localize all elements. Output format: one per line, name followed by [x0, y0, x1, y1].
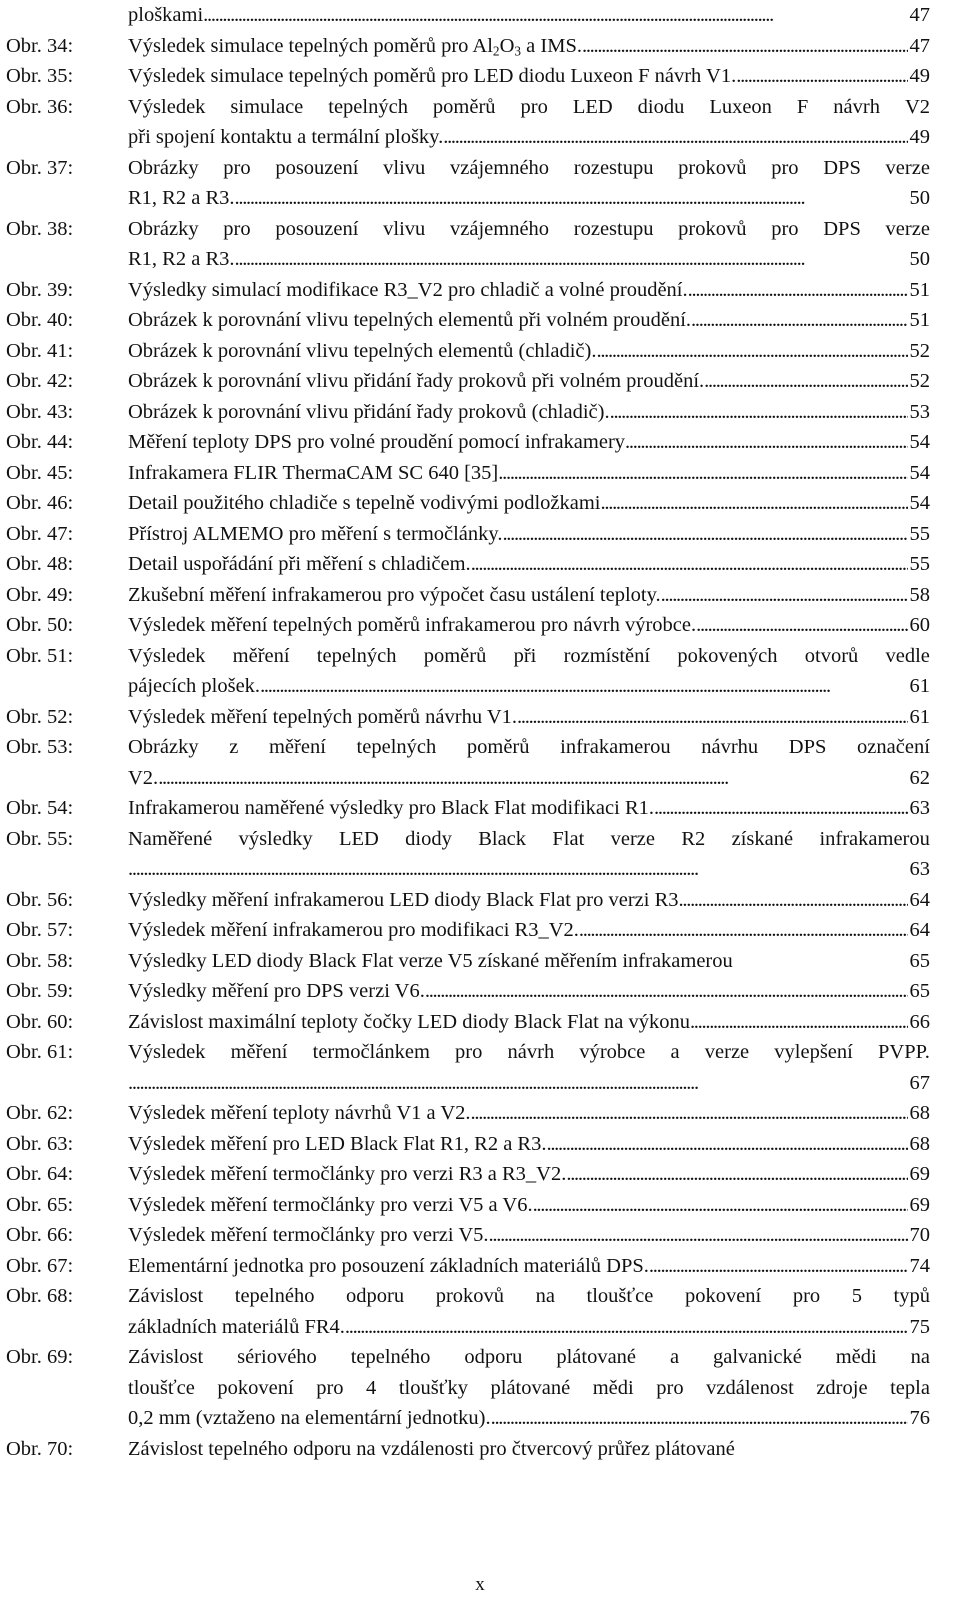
page-number: 55 [909, 522, 930, 545]
page-number: 67 [909, 1071, 930, 1094]
figure-caption [128, 275, 930, 306]
caption-text: Zkušební měření infrakamerou pro výpočet času ustálení teploty. [128, 583, 661, 606]
figure-label: Obr. 47: [6, 522, 74, 545]
caption-text: Obrázek k porovnání vlivu tepelných elementů (chladič). [128, 339, 597, 362]
toc-entry[interactable] [6, 732, 930, 793]
toc-entry[interactable] [6, 366, 930, 397]
caption-text: Výsledek měření teploty návrhů V1 a V2. [128, 1102, 471, 1124]
dot-leader [736, 61, 907, 92]
figure-caption [128, 580, 930, 611]
figure-label: Obr. 67: [6, 1254, 74, 1277]
caption-line [128, 580, 930, 611]
caption-line [128, 671, 930, 702]
figure-label: Obr. 58: [6, 949, 74, 972]
figure-caption [128, 824, 930, 885]
figure-caption [128, 976, 930, 1007]
dot-leader [579, 915, 908, 946]
dot-leader [688, 275, 908, 306]
dot-leader [502, 519, 907, 550]
figure-caption [128, 702, 930, 733]
figure-label: Obr. 35: [6, 65, 74, 87]
caption-text: R1, R2 a R3. [128, 187, 235, 209]
figure-label: Obr. 49: [6, 583, 74, 606]
page-number: 66 [909, 1010, 930, 1033]
figure-caption [128, 1098, 930, 1129]
figure-label: Obr. 41: [6, 339, 74, 362]
caption-line: Výsledek simulace tepelných poměrů pro LED diodu Luxeon F návrh V2 [128, 95, 930, 118]
toc-entry[interactable] [6, 397, 930, 428]
toc-entry[interactable] [6, 1434, 930, 1465]
toc-entry[interactable] [6, 1098, 930, 1129]
figure-label: Obr. 69: [6, 1346, 74, 1368]
page-number: 65 [909, 980, 930, 1002]
figure-caption [128, 915, 930, 946]
caption-line [128, 458, 930, 489]
figure-caption [128, 153, 930, 214]
dot-leader [235, 244, 908, 275]
page-number: 63 [909, 797, 930, 819]
caption-line [128, 1434, 930, 1465]
toc-entry[interactable] [6, 1129, 930, 1160]
page-number: 69 [909, 1163, 930, 1185]
page-number: 51 [909, 309, 930, 331]
dot-leader [443, 122, 907, 153]
toc-entry[interactable] [6, 1281, 930, 1342]
figure-caption [128, 31, 930, 62]
caption-text: Přístroj ALMEMO pro měření s termočlánky. [128, 522, 503, 545]
page-number: 50 [909, 248, 930, 270]
toc-entry[interactable] [6, 824, 930, 885]
caption-line [128, 702, 930, 733]
figure-caption [128, 885, 930, 916]
caption-line [128, 885, 930, 916]
toc-entry[interactable] [6, 488, 930, 519]
figure-caption [128, 458, 930, 489]
caption-line [128, 275, 930, 306]
toc-entry[interactable] [6, 427, 930, 458]
caption-text: Detail použitého chladiče s tepelně vodivými podložkami [128, 492, 601, 514]
caption-line [128, 763, 930, 794]
figure-caption [128, 488, 930, 519]
dot-leader [491, 1403, 908, 1434]
figure-caption [128, 1220, 930, 1251]
caption-text: Obrázek k porovnání vlivu přidání řady prokovů při volném proudění. [128, 370, 705, 392]
figure-label: Obr. 64: [6, 1163, 74, 1185]
figure-caption [128, 427, 930, 458]
caption-line [128, 31, 930, 62]
dot-leader [654, 793, 907, 824]
page-number: 55 [909, 553, 930, 575]
page-number: 49 [909, 65, 930, 87]
page-number: 61 [909, 705, 930, 728]
toc-entry[interactable] [6, 275, 930, 306]
page-number: 64 [909, 919, 930, 941]
figure-label: Obr. 39: [6, 278, 74, 301]
caption-line [128, 305, 930, 336]
caption-text: Měření teploty DPS pro volné proudění pomocí infrakamery [128, 431, 626, 453]
figure-label: Obr. 37: [6, 156, 74, 179]
caption-line [128, 946, 930, 977]
toc-entry[interactable] [6, 1190, 930, 1221]
toc-entry[interactable] [6, 885, 930, 916]
figure-label: Obr. 57: [6, 919, 74, 941]
caption-text: Infrakamerou naměřené výsledky pro Black Flat modifikaci R1. [128, 797, 655, 819]
figure-label: Obr. 50: [6, 614, 74, 636]
figure-label: Obr. 43: [6, 400, 74, 423]
figure-caption [128, 732, 930, 793]
figure-label: Obr. 40: [6, 309, 74, 331]
caption-line [128, 336, 930, 367]
caption-line [128, 0, 930, 31]
figure-label: Obr. 61: [6, 1041, 74, 1063]
dot-leader [260, 671, 907, 702]
figure-caption [128, 336, 930, 367]
dot-leader [128, 854, 908, 885]
caption-text: Výsledek měření tepelných poměrů infrakamerou pro návrh výrobce. [128, 614, 697, 636]
caption-text: Výsledky měření infrakamerou LED diody Black Flat pro verzi R3 [128, 888, 679, 911]
toc-entry[interactable] [6, 336, 930, 367]
dot-leader [625, 427, 907, 458]
dot-leader [128, 1068, 908, 1099]
figure-caption [128, 1434, 930, 1465]
dot-leader [596, 336, 907, 367]
figure-caption [128, 1007, 930, 1038]
caption-line: Výsledek měření tepelných poměrů při rozmístění pokovených otvorů vedle [128, 644, 930, 667]
toc-entry[interactable] [6, 702, 930, 733]
caption-line [128, 397, 930, 428]
figure-caption [128, 1037, 930, 1098]
figure-label: Obr. 42: [6, 370, 74, 392]
toc-entry[interactable] [6, 31, 930, 62]
caption-text: Výsledky měření pro DPS verzi V6. [128, 980, 425, 1002]
page-number: 65 [909, 949, 930, 972]
caption-text: Elementární jednotka pro posouzení základních materiálů DPS. [128, 1254, 649, 1277]
toc-entry[interactable] [6, 1342, 930, 1434]
dot-leader [471, 549, 908, 580]
figure-caption [128, 1342, 930, 1434]
figure-caption [128, 61, 930, 92]
page-number: 47 [909, 4, 930, 26]
figure-label: Obr. 66: [6, 1224, 74, 1246]
figure-caption [128, 946, 930, 977]
dot-leader [690, 1007, 908, 1038]
caption-text: základních materiálů FR4. [128, 1315, 345, 1338]
caption-line [128, 1312, 930, 1343]
figure-label: Obr. 38: [6, 217, 74, 240]
page-number: 52 [909, 339, 930, 362]
dot-leader [649, 1251, 908, 1282]
figure-caption [128, 1281, 930, 1342]
figure-caption [128, 641, 930, 702]
page-number: 51 [909, 278, 930, 301]
page-number: 54 [909, 492, 930, 514]
figure-label: Obr. 56: [6, 888, 74, 911]
figure-caption [128, 1159, 930, 1190]
caption-line: Závislost sériového tepelného odporu plátované a galvanické mědi na [128, 1346, 930, 1368]
figure-label: Obr. 54: [6, 797, 74, 819]
caption-line [128, 488, 930, 519]
caption-line [128, 1129, 930, 1160]
caption-line: Závislost tepelného odporu prokovů na tloušťce pokovení pro 5 typů [128, 1285, 930, 1307]
page-number: 68 [909, 1102, 930, 1124]
caption-line [128, 183, 930, 214]
figure-caption [128, 397, 930, 428]
page-number: 60 [909, 614, 930, 636]
dot-leader [158, 763, 907, 794]
page-number: 76 [909, 1407, 930, 1429]
toc-entry[interactable] [6, 214, 930, 275]
dot-leader [661, 580, 908, 611]
caption-line: Obrázky z měření tepelných poměrů infrakamerou návrhu DPS označení [128, 736, 930, 758]
caption-line [128, 1007, 930, 1038]
caption-line [128, 1251, 930, 1282]
toc-entry[interactable] [6, 641, 930, 702]
caption-line [128, 1190, 930, 1221]
toc-entry[interactable] [6, 305, 930, 336]
caption-line [128, 244, 930, 275]
caption-text: Výsledek měření termočlánky pro verzi R3 a R3_V2. [128, 1163, 567, 1185]
figure-caption [128, 1190, 930, 1221]
figure-caption [128, 366, 930, 397]
page-number: 50 [909, 187, 930, 209]
figure-label: Obr. 59: [6, 980, 74, 1002]
toc-entry[interactable] [6, 946, 930, 977]
caption-line [128, 1403, 930, 1434]
page-number: 52 [909, 370, 930, 392]
page-number: 74 [909, 1254, 930, 1277]
caption-text: Závislost tepelného odporu na vzdálenosti pro čtvercový průřez plátované [128, 1437, 735, 1460]
caption-line: Výsledek měření termočlánkem pro návrh výrobce a verze vylepšení PVPP. [128, 1041, 930, 1063]
toc-entry[interactable] [6, 1251, 930, 1282]
figure-caption [128, 92, 930, 153]
caption-text: Výsledek měření infrakamerou pro modifikaci R3_V2. [128, 919, 579, 941]
page-number: 47 [909, 34, 930, 57]
page-number: 62 [909, 766, 930, 789]
dot-leader [235, 183, 908, 214]
caption-text: V2. [128, 766, 159, 789]
caption-line [128, 854, 930, 885]
toc-entry[interactable] [6, 519, 930, 550]
figure-label: Obr. 44: [6, 431, 74, 453]
figure-label: Obr. 68: [6, 1285, 74, 1307]
page-number: 54 [909, 431, 930, 453]
caption-text: Detail uspořádání při měření s chladičem. [128, 553, 471, 575]
dot-leader [696, 610, 907, 641]
page-number: 68 [909, 1132, 930, 1155]
toc-entry[interactable] [6, 458, 930, 489]
caption-line: Obrázky pro posouzení vlivu vzájemného rozestupu prokovů pro DPS verze [128, 156, 930, 179]
figure-label: Obr. 65: [6, 1193, 74, 1216]
toc-entry[interactable] [6, 610, 930, 641]
figure-label: Obr. 55: [6, 827, 74, 850]
caption-line [128, 915, 930, 946]
figure-label: Obr. 60: [6, 1010, 74, 1033]
caption-text: Výsledky LED diody Black Flat verze V5 získané měřením infrakamerou [128, 949, 733, 972]
caption-text: ploškami [128, 4, 204, 26]
dot-leader [517, 702, 907, 733]
figure-caption [128, 305, 930, 336]
toc-entry[interactable] [6, 976, 930, 1007]
toc-entry[interactable] [6, 1007, 930, 1038]
dot-leader [610, 397, 908, 428]
dot-leader [489, 1220, 908, 1251]
caption-line: Obrázky pro posouzení vlivu vzájemného rozestupu prokovů pro DPS verze [128, 217, 930, 240]
caption-line [128, 427, 930, 458]
caption-line [128, 793, 930, 824]
toc-entry[interactable] [6, 153, 930, 214]
dot-leader [601, 488, 908, 519]
caption-line [128, 519, 930, 550]
toc-entry[interactable] [6, 793, 930, 824]
caption-line: tloušťce pokovení pro 4 tloušťky plátované mědi pro vzdálenost zdroje tepla [128, 1376, 930, 1399]
caption-text: Výsledek měření termočlánky pro verzi V5. [128, 1224, 489, 1246]
toc-entry[interactable] [6, 580, 930, 611]
toc-entry[interactable] [6, 915, 930, 946]
figure-label: Obr. 46: [6, 492, 74, 514]
caption-text: pájecích plošek. [128, 675, 261, 697]
page-number-footer: x [475, 1574, 485, 1595]
figure-label: Obr. 45: [6, 461, 74, 484]
page-number: 75 [909, 1315, 930, 1338]
caption-line [128, 122, 930, 153]
dot-leader [425, 976, 908, 1007]
toc-entry[interactable] [6, 92, 930, 153]
figure-label: Obr. 63: [6, 1132, 74, 1155]
caption-text: Závislost maximální teploty čočky LED diody Black Flat na výkonu [128, 1010, 690, 1033]
figure-caption [128, 1129, 930, 1160]
caption-line [128, 1159, 930, 1190]
caption-line [128, 549, 930, 580]
caption-line: Naměřené výsledky LED diody Black Flat verze R2 získané infrakamerou [128, 827, 930, 850]
figure-label: Obr. 62: [6, 1102, 74, 1124]
figure-caption [128, 793, 930, 824]
figure-label: Obr. 53: [6, 736, 74, 758]
caption-line [128, 61, 930, 92]
figure-caption [128, 549, 930, 580]
page-number: 49 [909, 126, 930, 148]
page-number: 69 [909, 1193, 930, 1216]
dot-leader [345, 1312, 908, 1343]
figure-label: Obr. 48: [6, 553, 74, 575]
caption-line [128, 976, 930, 1007]
caption-text: Výsledek simulace tepelných poměrů pro $Al_2O_3$ a IMS. [128, 34, 582, 58]
caption-line [128, 366, 930, 397]
caption-line [128, 1068, 930, 1099]
caption-text: Obrázek k porovnání vlivu přidání řady prokovů (chladič). [128, 400, 610, 423]
figure-caption [128, 610, 930, 641]
figure-caption [128, 519, 930, 550]
figure-label: Obr. 34: [6, 34, 74, 57]
page-number: 63 [909, 858, 930, 880]
caption-line [128, 610, 930, 641]
caption-text: Infrakamera FLIR ThermaCAM SC 640 [35] [128, 461, 499, 484]
dot-leader [533, 1190, 908, 1221]
page-number: 70 [909, 1224, 930, 1246]
figure-label: Obr. 36: [6, 95, 74, 118]
list-of-figures [6, 0, 930, 1464]
dot-leader [679, 885, 908, 916]
page-number: 64 [909, 888, 930, 911]
dot-leader [498, 458, 907, 489]
figure-label: Obr. 52: [6, 705, 74, 728]
dot-leader [582, 31, 908, 62]
figure-label: Obr. 70: [6, 1437, 74, 1460]
caption-line [128, 1220, 930, 1251]
figure-caption [128, 214, 930, 275]
figure-label: Obr. 51: [6, 644, 74, 667]
caption-text: při spojení kontaktu a termální plošky. [128, 126, 444, 148]
toc-entry[interactable] [6, 1220, 930, 1251]
figure-caption [128, 0, 930, 31]
caption-line [128, 1098, 930, 1129]
toc-entry[interactable] [6, 61, 930, 92]
toc-entry[interactable] [6, 549, 930, 580]
caption-text: Výsledek měření termočlánky pro verzi V5 a V6. [128, 1193, 533, 1216]
toc-entry[interactable] [6, 1037, 930, 1098]
toc-entry[interactable] [6, 0, 930, 31]
caption-text: Výsledek měření tepelných poměrů návrhu V1. [128, 705, 518, 728]
dot-leader [566, 1159, 907, 1190]
caption-text: Výsledek měření pro LED Black Flat R1, R2 a R3. [128, 1132, 547, 1155]
caption-text: 0,2 mm (vztaženo na elementární jednotku). [128, 1407, 491, 1429]
figure-caption [128, 1251, 930, 1282]
caption-text: Výsledek simulace tepelných poměrů pro LED diodu Luxeon F návrh V1. [128, 65, 737, 87]
dot-leader [203, 0, 907, 31]
caption-text: Výsledky simulací modifikace R3_V2 pro chladič a volné proudění. [128, 278, 688, 301]
caption-text: Obrázek k porovnání vlivu tepelných elementů při volném proudění. [128, 309, 692, 331]
dot-leader [704, 366, 907, 397]
toc-entry[interactable] [6, 1159, 930, 1190]
dot-leader [546, 1129, 907, 1160]
dot-leader [471, 1098, 908, 1129]
dot-leader [691, 305, 907, 336]
page-number: 53 [909, 400, 930, 423]
page-number: 58 [909, 583, 930, 606]
page-number: 61 [909, 675, 930, 697]
page-number: 54 [909, 461, 930, 484]
caption-text: R1, R2 a R3. [128, 248, 235, 270]
